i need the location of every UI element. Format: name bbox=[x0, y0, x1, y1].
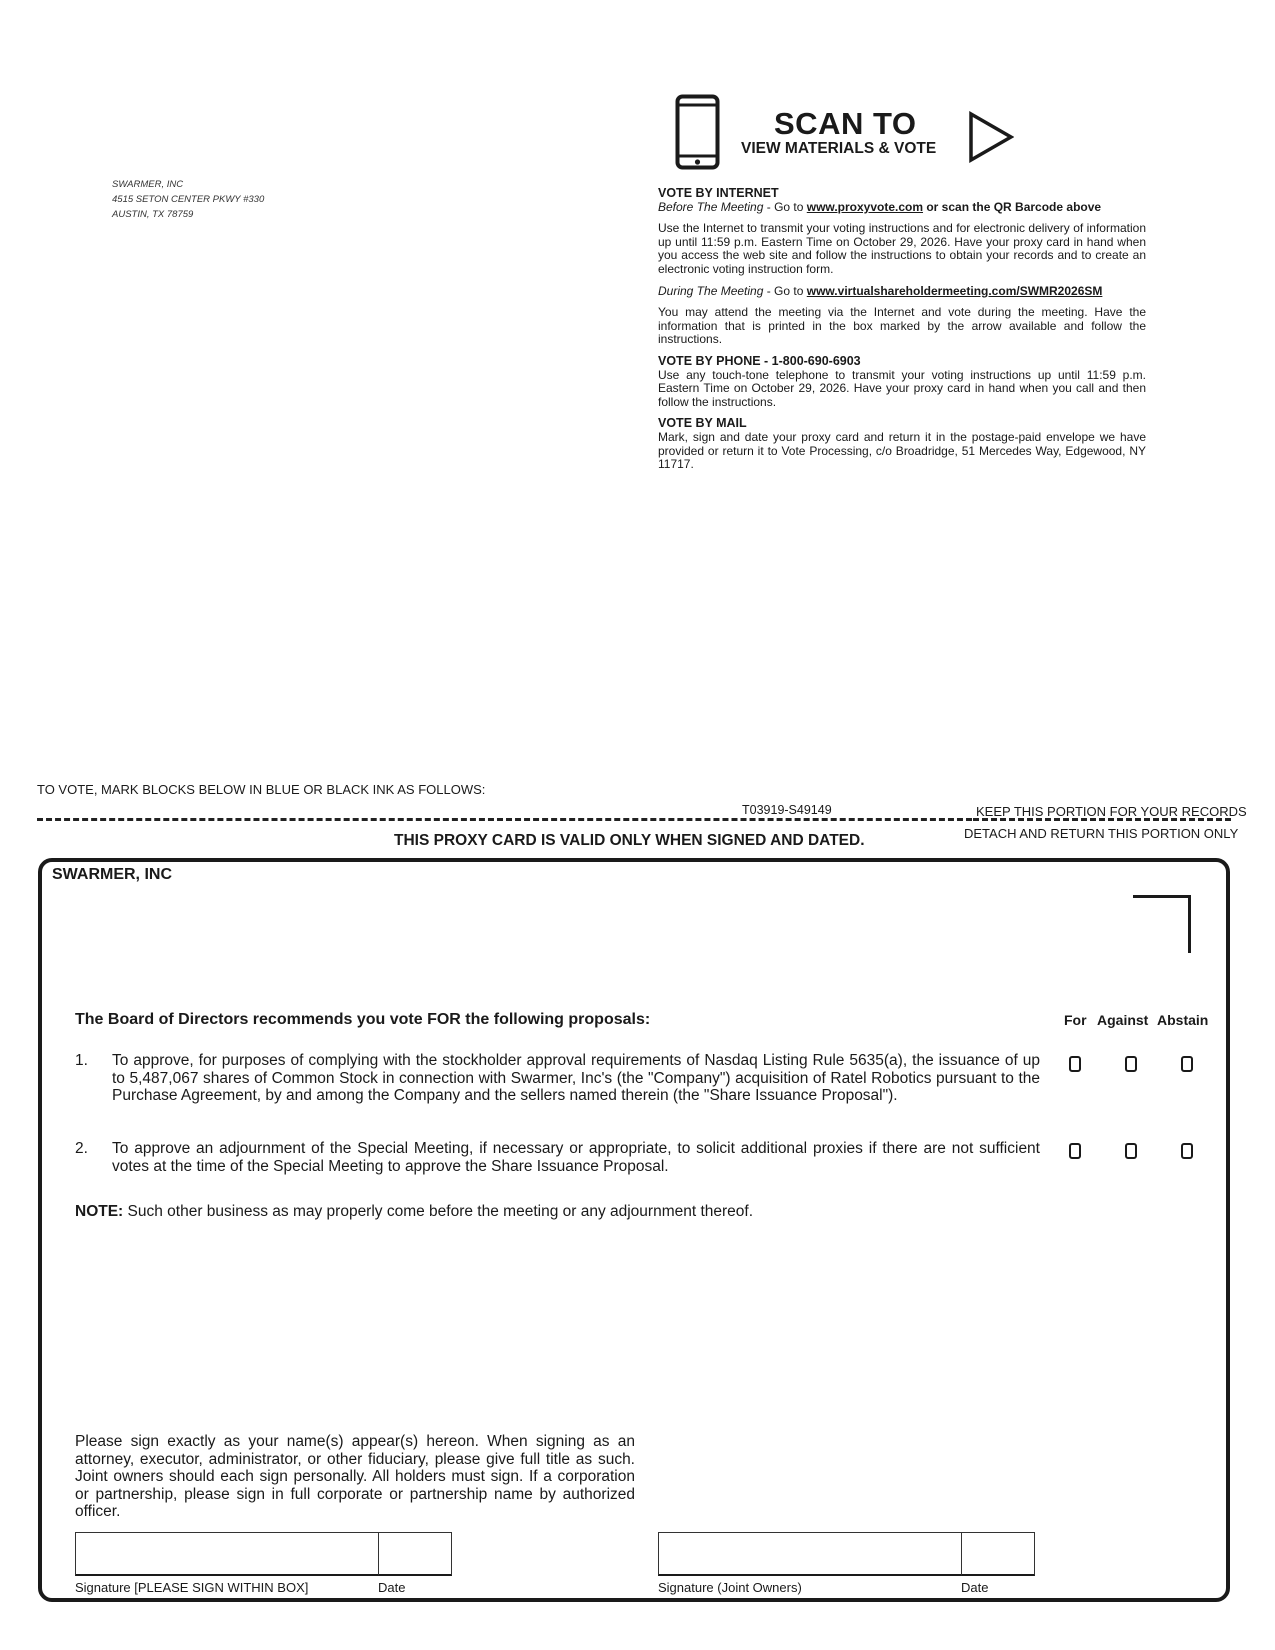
proposal-2-abstain-checkbox[interactable] bbox=[1181, 1143, 1193, 1159]
before-meeting-line bbox=[658, 201, 1146, 215]
column-against: Against bbox=[1097, 1012, 1149, 1028]
during-meeting-body: You may attend the meeting via the Internet and vote during the meeting. Have the information that is printed in the box marked by the arrow available and follow the instructions. bbox=[658, 305, 1146, 347]
scan-subtitle: VIEW MATERIALS & VOTE bbox=[741, 140, 937, 157]
corner-registration-mark bbox=[1133, 895, 1191, 953]
note-label: NOTE: bbox=[75, 1203, 124, 1220]
joint-date-label: Date bbox=[961, 1580, 989, 1595]
control-code: T03919-S49149 bbox=[742, 803, 832, 817]
virtual-meeting-link[interactable]: www.virtualshareholdermeeting.com/SWMR2026SM bbox=[806, 283, 1103, 298]
signing-instructions: Please sign exactly as your name(s) appear(s) hereon. When signing as an attorney, executor, administrator, or other fiduciary, please give full title as such. Joint owners should each sign personally. All holders must sign. If a corporation or partnership, please sign in full corporate or partnership name by authorized officer. bbox=[75, 1433, 635, 1520]
proposal-1-abstain-checkbox[interactable] bbox=[1181, 1056, 1193, 1072]
joint-signature-box[interactable] bbox=[658, 1532, 962, 1576]
during-meeting-line bbox=[658, 285, 1146, 299]
voting-instructions bbox=[658, 187, 1146, 472]
joint-signature-label: Signature (Joint Owners) bbox=[658, 1580, 802, 1595]
vote-phone-body: Use any touch-tone telephone to transmit your voting instructions up until 11:59 p.m. Eastern Time on October 29, 2026. Have your proxy card in hand when you call and then follow the instructions. bbox=[658, 367, 1146, 409]
proposal-1-against-checkbox[interactable] bbox=[1125, 1056, 1137, 1072]
return-address-line: SWARMER, INC bbox=[112, 179, 184, 190]
internet-body: Use the Internet to transmit your voting instructions and for electronic delivery of information up until 11:59 p.m. Eastern Time on October 29, 2026. Have your proxy card in hand when you access the web site and follow the instructions to obtain your records and to create an electronic voting instruction form. bbox=[658, 221, 1146, 276]
vote-mail-body: Mark, sign and date your proxy card and return it in the postage-paid envelope we have provided or return it to Vote Processing, c/o Broadridge, 51 Mercedes Way, Edgewood, NY 11717. bbox=[658, 429, 1146, 472]
proposal-2-for-checkbox[interactable] bbox=[1069, 1143, 1081, 1159]
note bbox=[75, 1203, 753, 1221]
proposal-text: To approve an adjournment of the Special Meeting, if necessary or appropriate, to solicit additional proxies if there are not sufficient votes at the time of the Special Meeting to approve the Share Issuance Proposal. bbox=[112, 1140, 1040, 1175]
vote-phone-heading: VOTE BY PHONE - 1-800-690-6903 bbox=[658, 353, 861, 368]
during-meeting-label: During The Meeting bbox=[658, 283, 764, 298]
during-goto-text: - Go to bbox=[763, 283, 807, 298]
validity-notice: THIS PROXY CARD IS VALID ONLY WHEN SIGNED AND DATED. bbox=[394, 832, 865, 849]
smartphone-icon bbox=[675, 94, 720, 170]
proposal-number: 1. bbox=[75, 1052, 88, 1069]
proposal-2-against-checkbox[interactable] bbox=[1125, 1143, 1137, 1159]
note-text: Such other business as may properly come before the meeting or any adjournment thereof. bbox=[123, 1203, 754, 1220]
play-arrow-icon bbox=[968, 111, 1014, 163]
card-company-name: SWARMER, INC bbox=[52, 866, 172, 883]
detach-portion-text: DETACH AND RETURN THIS PORTION ONLY bbox=[964, 826, 1239, 841]
board-recommendation: The Board of Directors recommends you vote FOR the following proposals: bbox=[75, 1011, 651, 1028]
keep-portion-text: KEEP THIS PORTION FOR YOUR RECORDS bbox=[976, 804, 1247, 819]
proxyvote-link[interactable]: www.proxyvote.com bbox=[806, 199, 924, 214]
before-meeting-label: Before The Meeting bbox=[658, 199, 764, 214]
signature-label: Signature [PLEASE SIGN WITHIN BOX] bbox=[75, 1580, 309, 1595]
detach-line bbox=[37, 818, 972, 821]
vote-internet-heading: VOTE BY INTERNET bbox=[658, 186, 779, 200]
scan-title: SCAN TO bbox=[774, 106, 917, 141]
return-address bbox=[112, 177, 264, 222]
return-address-line: 4515 SETON CENTER PKWY #330 bbox=[112, 194, 265, 205]
qr-suffix-text: or scan the QR Barcode above bbox=[923, 199, 1102, 214]
joint-date-box[interactable] bbox=[961, 1532, 1035, 1576]
vote-mail-heading: VOTE BY MAIL bbox=[658, 416, 747, 431]
return-address-line: AUSTIN, TX 78759 bbox=[112, 209, 194, 220]
proposal-1-for-checkbox[interactable] bbox=[1069, 1056, 1081, 1072]
column-abstain: Abstain bbox=[1157, 1012, 1209, 1028]
proposal-text: To approve, for purposes of complying with the stockholder approval requirements of Nasdaq Listing Rule 5635(a), the issuance of up to 5,487,067 shares of Common Stock in connection with Swarmer, Inc's (the "Company") acquisition of Ratel Robotics pursuant to the Purchase Agreement, by and among the Company and the sellers named therein (the "Share Issuance Proposal"). bbox=[112, 1052, 1040, 1104]
column-for: For bbox=[1064, 1012, 1087, 1028]
date-label: Date bbox=[378, 1580, 406, 1595]
signature-box[interactable] bbox=[75, 1532, 379, 1576]
detach-line-right bbox=[973, 818, 1231, 821]
date-box[interactable] bbox=[378, 1532, 452, 1576]
proposal-number: 2. bbox=[75, 1140, 88, 1157]
mark-instructions: TO VOTE, MARK BLOCKS BELOW IN BLUE OR BLACK INK AS FOLLOWS: bbox=[37, 782, 486, 797]
before-goto-text: - Go to bbox=[763, 199, 807, 214]
